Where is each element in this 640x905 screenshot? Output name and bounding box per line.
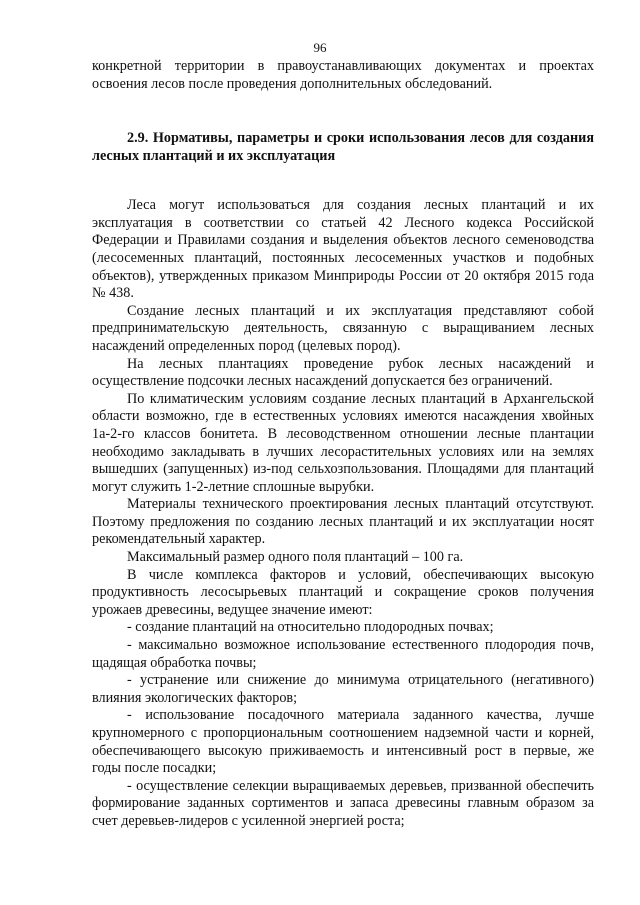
- list-item: - осуществление селекции выращиваемых деревьев, призванной обеспечить формирование заданных сортиментов и запаса древесины главным образом за счет деревьев-лидеров с усиленной энергией роста;: [92, 777, 594, 829]
- paragraph: На лесных плантациях проведение рубок лесных насаждений и осуществление подсочки лесных насаждений допускается без ограничений.: [92, 355, 594, 390]
- list-item: - создание плантаций на относительно плодородных почвах;: [127, 619, 494, 636]
- paragraph: Максимальный размер одного поля плантаций – 100 га.: [127, 549, 464, 566]
- list-item: - максимально возможное использование естественного плодородия почв, щадящая обработка почвы;: [92, 637, 594, 671]
- intro-continuation: конкретной территории в правоустанавливающих документах и проектах освоения лесов после проведения дополнительных обследований.: [92, 58, 594, 92]
- page-content: [92, 58, 594, 831]
- list-item: - устранение или снижение до минимума отрицательного (негативного) влияния экологических факторов;: [92, 672, 594, 706]
- paragraph: Материалы технического проектирования лесных плантаций отсутствуют. Поэтому предложения по созданию лесных плантаций и их эксплуатации носят рекомендательный характер.: [92, 496, 594, 548]
- list-item: - использование посадочного материала заданного качества, лучше крупномерного с пропорциональным соотношением надземной части и корней, обеспечивающего высокую приживаемость и интенсивный рост в первые, же годы после посадки;: [92, 707, 594, 777]
- page-number: 96: [313, 40, 327, 55]
- paragraph: В числе комплекса факторов и условий, обеспечивающих высокую продуктивность лесосырьевых плантаций и сокращение сроков получения урожаев древесины, ведущее значение имеют:: [92, 566, 594, 618]
- paragraph: По климатическим условиям создание лесных плантаций в Архангельской области возможно, где в естественных условиях имеются насаждения хвойных 1а-2-го классов бонитета. В лесоводственном отношении лесные плантации необходимо закладывать в лучших лесорастительных условиях или на землях вышедших (запущенных) из-под сельхозпользования. Площадями для плантаций могут служить 1-2-летние сплошные вырубки.: [92, 390, 594, 495]
- section-heading: 2.9. Нормативы, параметры и сроки использования лесов для создания лесных плантаций и их эксплуатация: [92, 130, 594, 165]
- paragraph: Создание лесных плантаций и их эксплуатация представляют собой предпринимательскую деятельность, связанную с выращиванием лесных насаждений определенных пород (целевых пород).: [92, 302, 594, 354]
- paragraph: Леса могут использоваться для создания лесных плантаций и их эксплуатация в соответствии со статьей 42 Лесного кодекса Российской Федерации и Правилами создания и выделения объектов лесного семеноводства (лесосеменных плантаций, постоянных лесосеменных участков и подобных объектов), утвержденных приказом Минприроды России от 20 октября 2015 года № 438.: [92, 197, 594, 302]
